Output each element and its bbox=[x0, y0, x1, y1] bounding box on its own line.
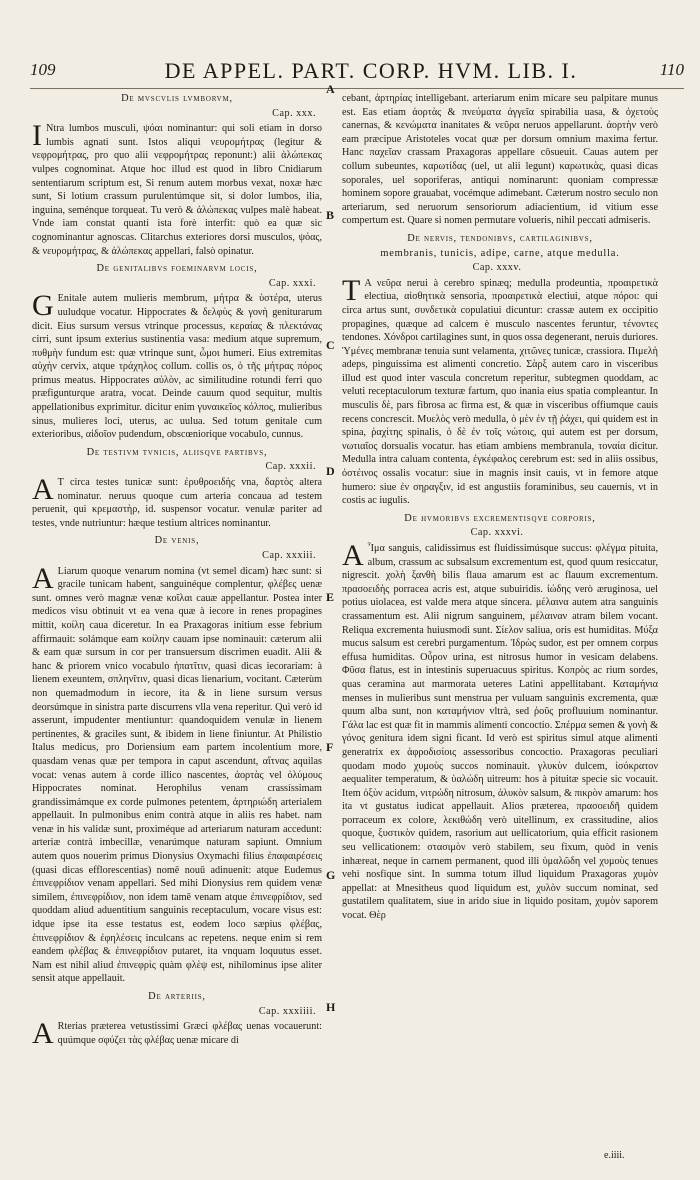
drop-cap: I bbox=[32, 119, 42, 153]
section-title: De hvmoribvs excrementisqve corporis, bbox=[404, 512, 596, 524]
drop-cap: A bbox=[342, 539, 364, 572]
paragraph-text: A νεῦρα nerui à cerebro spinæq; medulla prodeuntia, προαιρετικὰ electiua, αἰσθητικὰ sensoria, προαιρετικὰ electiui, atque πόροι: qui circa artus sunt, συνδετικὰ copulatiui dicuntur: crassæ autem ex occipitio propagines, quæque ad calcem è musculo nascentes feruntur, τένοντες tendones. Χόνδροι cartilagines sunt, in quos ossa degenerant, neruis duriores. Ὑμένες membranæ tenuia sunt velamenta, χιτῶνες tunicæ, crassiora. Πιμελὴ adeps, pinguissima est alimenti concretio. Σὰρξ autem caro in visceribus illud est quod inter vascula concretum reperitur, subtegmen quoddam, ac veluti receptaculorum texturæ fartum, quo inania eius spatia compleantur. In musculis δὲ, pars fibrosa ac firma est, & quæ in visceribus offiumque cauis recens concrescit. Μυελὸς verò medulla, ὁ μὲν ἐν τῇ ῥάχει, qui quidem est in spina, ῥαχίτης spinalis, ὁ δὲ ἐν τοῖς νώτοις, qui autem est per dorsum, νωτιαῖος dorsualis vocatur. has etiam ambiens membranula, τοναία dicitur. Medulla intra caluam contenta, ἐγκέφαλος cerebrum est: sed in aliis ossibus, ὀστέινος ossalis vocatur: siue in magnis insit cauis, vt in femore atque humero: siue ἐν σηραγξιν, id est angustiis foraminibus, seu cauernis, vt in costis ac iugulis. bbox=[342, 277, 658, 507]
section-title: De genitalibvs foeminarvm locis, bbox=[96, 263, 258, 275]
margin-letter-g: G bbox=[326, 868, 336, 882]
paragraph-text: Enitale autem mulieris membrum, μήτρα & ὑστέρα, uterus uuludque vocatur. Hippocrates & δελφὺς & γονὴ geniturarum dicit. Eius sursum versus vtrinque processus, κεραίας & πλεκτάνας cirri, sunt ipsum exterius sustinentia vasa: medium atque supremum, πυθμὴν fundum est: quæ vtrinque sunt, ὦμοι humeri. Eius extremitas αὐχὴν cervix, atque τράχηλος collum. collis os, ὁ τῆς μήτρας πόρος primus meatus. Hippocrates αὐλὸν, ac similitudine rotundi ferri quo præfigunturque aratra, vocat. Deinde cauum quod sequitur, multis appellationibus exprimitur. dicitur enim γυναικεῖος κόλπος, mulieribus sinus, mulieres loci, uterus, ac uulua. Sed totum genitale cum exterioribus, αἰδοῖον pudendum, obscœniorique vocabulo, cunnus. bbox=[32, 293, 322, 441]
paragraph bbox=[32, 289, 322, 442]
section-title: De venis, bbox=[154, 535, 200, 547]
margin-letter-c: C bbox=[326, 338, 335, 352]
paragraph-text: Ntra lumbos musculi, ψόαι nominantur: qui soli etiam in dorso lumbis agnati sunt. Istos aliqui νευρομήτρας (legitur & νεφρομήτρας, pro quo alii νεφρομήτρας reponunt:) alii ἀλώπεκας vulpes cognominat. Atque hoc illud est quod in libro Cnidiarum sententiarum scriptum est, Si renum autem morbus vexat, noxæ hæc sunt, Si lotium crassum purulentúmque sit, si dolor lumbos, ilia, inguina, seménque torqueat. Tu verò & ἀλώπεκας vulpes malè habeat. Vnde iam constat quanti ista forè interfit: quò ea quæ sic cognominantur agnoscas. Clitarchus exteriores dorsi musculos, ψόας, & νευρομήτρας, & ἀλώπεκας appellari, falsò opinatur. bbox=[32, 123, 322, 257]
page-number-right: 110 bbox=[659, 60, 684, 79]
paragraph bbox=[342, 273, 658, 508]
signature-mark: e.iiii. bbox=[604, 1150, 625, 1161]
margin-letter-f: F bbox=[326, 740, 334, 754]
chapter-number: Cap. xxxi. bbox=[268, 277, 316, 289]
paragraph bbox=[32, 561, 322, 986]
drop-cap: A bbox=[32, 473, 54, 507]
section-title: De nervis, tendonibvs, cartilaginibvs, bbox=[407, 232, 593, 244]
chapter-number: Cap. xxxvi. bbox=[470, 527, 524, 539]
drop-cap: T bbox=[342, 273, 361, 307]
column-gutter bbox=[332, 94, 333, 1144]
paragraph bbox=[342, 92, 658, 228]
margin-letter-a: A bbox=[326, 82, 335, 96]
drop-cap: G bbox=[32, 289, 54, 323]
section-title: De testivm tvnicis, aliisqve partibvs, bbox=[86, 446, 268, 458]
chapter-number: Cap. xxx. bbox=[272, 107, 316, 119]
margin-letter-e: E bbox=[326, 590, 335, 604]
drop-cap: A bbox=[32, 1017, 54, 1051]
chapter-number: Cap. xxxiii. bbox=[262, 550, 316, 561]
paragraph-text: Rterias præterea vetustissimi Græci φλέβας uenas vocauerunt: quúmque σφύζει τὰς φλέβας uenæ micare di bbox=[57, 1021, 322, 1046]
paragraph bbox=[32, 1017, 322, 1051]
paragraph-text: T circa testes tunicæ sunt: ἐρυθροειδὴς vna, δαρτὸς altera nominatur. neruus quoque cum arteria concaua ad testem peruenit, qui κρεμαστὴρ, id. suspensor vocatur. venulæ pariter ad testes, vnde nutriuntur: hæque testium altrices nominantur. bbox=[32, 477, 322, 529]
paragraph bbox=[32, 119, 322, 258]
left-column bbox=[32, 92, 322, 1152]
margin-letter-d: D bbox=[326, 464, 335, 478]
chapter-number: Cap. xxxv. bbox=[472, 262, 522, 274]
paragraph-text: cebant, ἀρτηρίας intelligebant. arteriarum enim micare seu palpitare munus est. Eas etiam ἀορτὰς & πνεύματα ἀγγεῖα spirabilia uasa, & ὀχετοὺς canernas, & κενώματα inanitates & νεῦρα neruos appellarunt. ἀορτὴν verò eam præcipue Aristoteles vocat quæ per dorsum omnium maxima fertur. Hanc παχεῖαν crassam Praxagoras appellare cōsueuit. Cauas autem per collum subeuntes, καρωτίδας (uel, ut alii legunt) καρωτικὰς, quasi dicas soporales, uel soporiferas, antiqui nominarunt: quoniam compressæ hominem sopore grauabat, vocémque adimebant. Cæterum nostro seculo non arteriarum, sed neruorum sensoriorum adiacientium, id vitium esse compertum est. Quare si nomen permutare volueris, nihil peccati admiseris. bbox=[342, 93, 658, 227]
paragraph bbox=[342, 539, 658, 923]
margin-letter-b: B bbox=[326, 208, 335, 222]
paragraph-text: Liarum quoque venarum nomina (vt semel dicam) hæc sunt: si gracile tunicam habent, sanguinéque complentur, φλέβες uenæ sunt. omnes verò magnæ venæ κοῖλαι cauæ appellantur. Postea inter medicos visu obtinuit vt ea vena quæ à iecore in renes propagines mittit, κοίλη caua diceretur. In ea Praxagoras initium esse febrium affirmauit: solámque eam κοίλην cauam ipse nominauit: cæterum alii & eam quæ sursum in cor per transuersum discrimen euadit. Alii & hanc & priorem vnico vocabulo ἡπατῖτιν, quasi dicas iecorariam: à lienem exeuntem, σπληνῖτιν, quasi dicas lienarium, vocitant. Cæterùm non quemadmodum in iecore, ita & in liene sursum versus deorsúmque in sinistra parte discurrens vlla vena reperitur. Quì verò id asserunt, impudenter mentiuntur: quandoquidem venulæ in lienem pertinentes, & graciles sunt, & ibidem in liene finiuntur. At Philistio Italus medicus, pro Doriensium eam partem incolentium more, quasdam venas quæ per tempora in caput ascendunt, αἴτνας aquilas vocat: venas autem à corde illico nascentes, ἀορτὰς vel ὀλύμους Hippocrates nominat. Herophilus venam crassíssimam grandissimámque ex corde pulmones petentem, ἀρτηριώδη arterialem appellauit. In pulmonibus enim contrà atque in aliis res habet. nam venæ in his validæ sunt, proximéque ad arteriarum naturam accedunt: arteriæ contrà imbecillæ, venarúmque naturam sapiunt. Omnium autem quos nouerim primus Dionysius Oxymachi filius ἐπαφαιρέσεις (quasi dicas efflorescentias) nomē nouū adinuenit: atque Eudemus ἐπινεφρίδιον venam appellari. Sed mihi Dionysius rem quidem venæ similem, ἐπινεφρίδιον, non idem tamē venam atque ἐπινεφρίδιον, sed quoddam aliud aduentitium sanguinis receptaculum, vocare visus est: idque ipse ita esse testatus est, eodem loco sæpius φλέβας, ἐπινεφρίδιον & ἐφηλέσεις inculcans ac repetens. neque enim si rem eandem φλέβας & ἐπινεφρίδιον putaret, ita vnquam loquutus esset. Nam est nihil aliud ἐπινεφρὶς quàm φλὲψ est, nihilominus ipse aliter sensit atque appellauit. bbox=[32, 565, 322, 985]
section-subtitle: membranis, tunicis, adipe, carne, atque medulla. bbox=[380, 247, 620, 259]
paragraph-text: Ἷμα sanguis, calidissimus est fluidissimúsque succus: φλέγμα pituita, album, crassum ac subsalsum excrementum est, quod quum resiccatur, nigrescit. χολὴ ξανθὴ bilis flaua amarum est ac flauum excrementum. πρασοειδὴς porracea acris est, atque subuiridis. ἰώδης verò æruginosa, uel potius uiolacea, est valde mera atque sincera. μέλαινα autem atra sanguinis crassamentum est. Alii nigrum sanguinem, μέλαιναν atram bilem vocant. Reliqua excrementa huiusmodi sunt. Σίελον saliua, oris est humiditas. Μύξα mucus salsum est cerebri purgamentum. Ἱδρὼς sudor, est per omnem corpus effusa humiditas. Οὖρον urina, est nitrosus humor in vesicam delabens. Φῦσα flatus, est in intestinis superuacuus spiritus. Κοπρὸς ac rium sordes, quas ceramina aut marmorata ueteres Latini appellitabant. Καταμήνια menses in mulieribus sunt menstrua per vuluam sanguinis excrementa, quæ quum alba sunt, non καταμήνιον vltrà, sed ῥοῦς profluuium nominantur. Γάλα lac est quæ fit in mammis alimenti concoctio. Σπέρμα semen & γονὴ & γόνος genitura idem signi ficant. Id verò est spiritus simul atque alimenti generatrix ex ἀφροδισίοις assessoribus concoctio. Praxagoras peculiari quodam modo χυμοὺς succos nominauit. γλυκὺν dulcem, ἰσόκρατον aequaliter temperatum, & ὑαλώδη uitreum: hos à pituitæ specie sic vocauit. Item ὀξὺν acidum, νιτρώδη nitrosum, ἁλυκὸν salsum, & πικρὸν amarum: hos ita vt gustatus iudicat appellauit. Alios præterea, πρασοειδῆ quidem porraceum ex colore, λεκιθώδη verò uitellinum, ex crassitudine, alios quoque, ξυστικὸν quidem, rasorium aut uellicatorium, quia efficit rasionem seu vellicationem: στασιμὸν verò stabilem, seu fixum, quòd in venis inhæreat, neque in carnem permanent, quod illi ὑμαλῶδη vel χυμοὺς tenues vehi nosfique sint. In summa totum illud liquidum Praxagoras χυμὸν appellat: at Mnesitheus quod liquidum est, χυλὸν succum nominat, sed gustatilem qualitatem, siue in arido siue in liquido positam, χυμὸν saporem vocat. Θὲρ bbox=[342, 543, 658, 922]
right-column bbox=[342, 92, 658, 1152]
chapter-number: Cap. xxxii. bbox=[265, 461, 316, 473]
section-title: De mvscvlis lvmborvm, bbox=[121, 93, 233, 104]
margin-letter-h: H bbox=[326, 1000, 336, 1014]
paragraph bbox=[32, 473, 322, 530]
running-title: DE APPEL. PART. CORP. HVM. LIB. I. bbox=[164, 58, 578, 83]
page-number-left: 109 bbox=[30, 60, 56, 79]
chapter-number: Cap. xxxiiii. bbox=[258, 1005, 316, 1017]
header-rule bbox=[30, 88, 684, 89]
drop-cap: A bbox=[32, 561, 54, 595]
section-title: De arteriis, bbox=[148, 991, 206, 1002]
page-header bbox=[30, 58, 684, 86]
